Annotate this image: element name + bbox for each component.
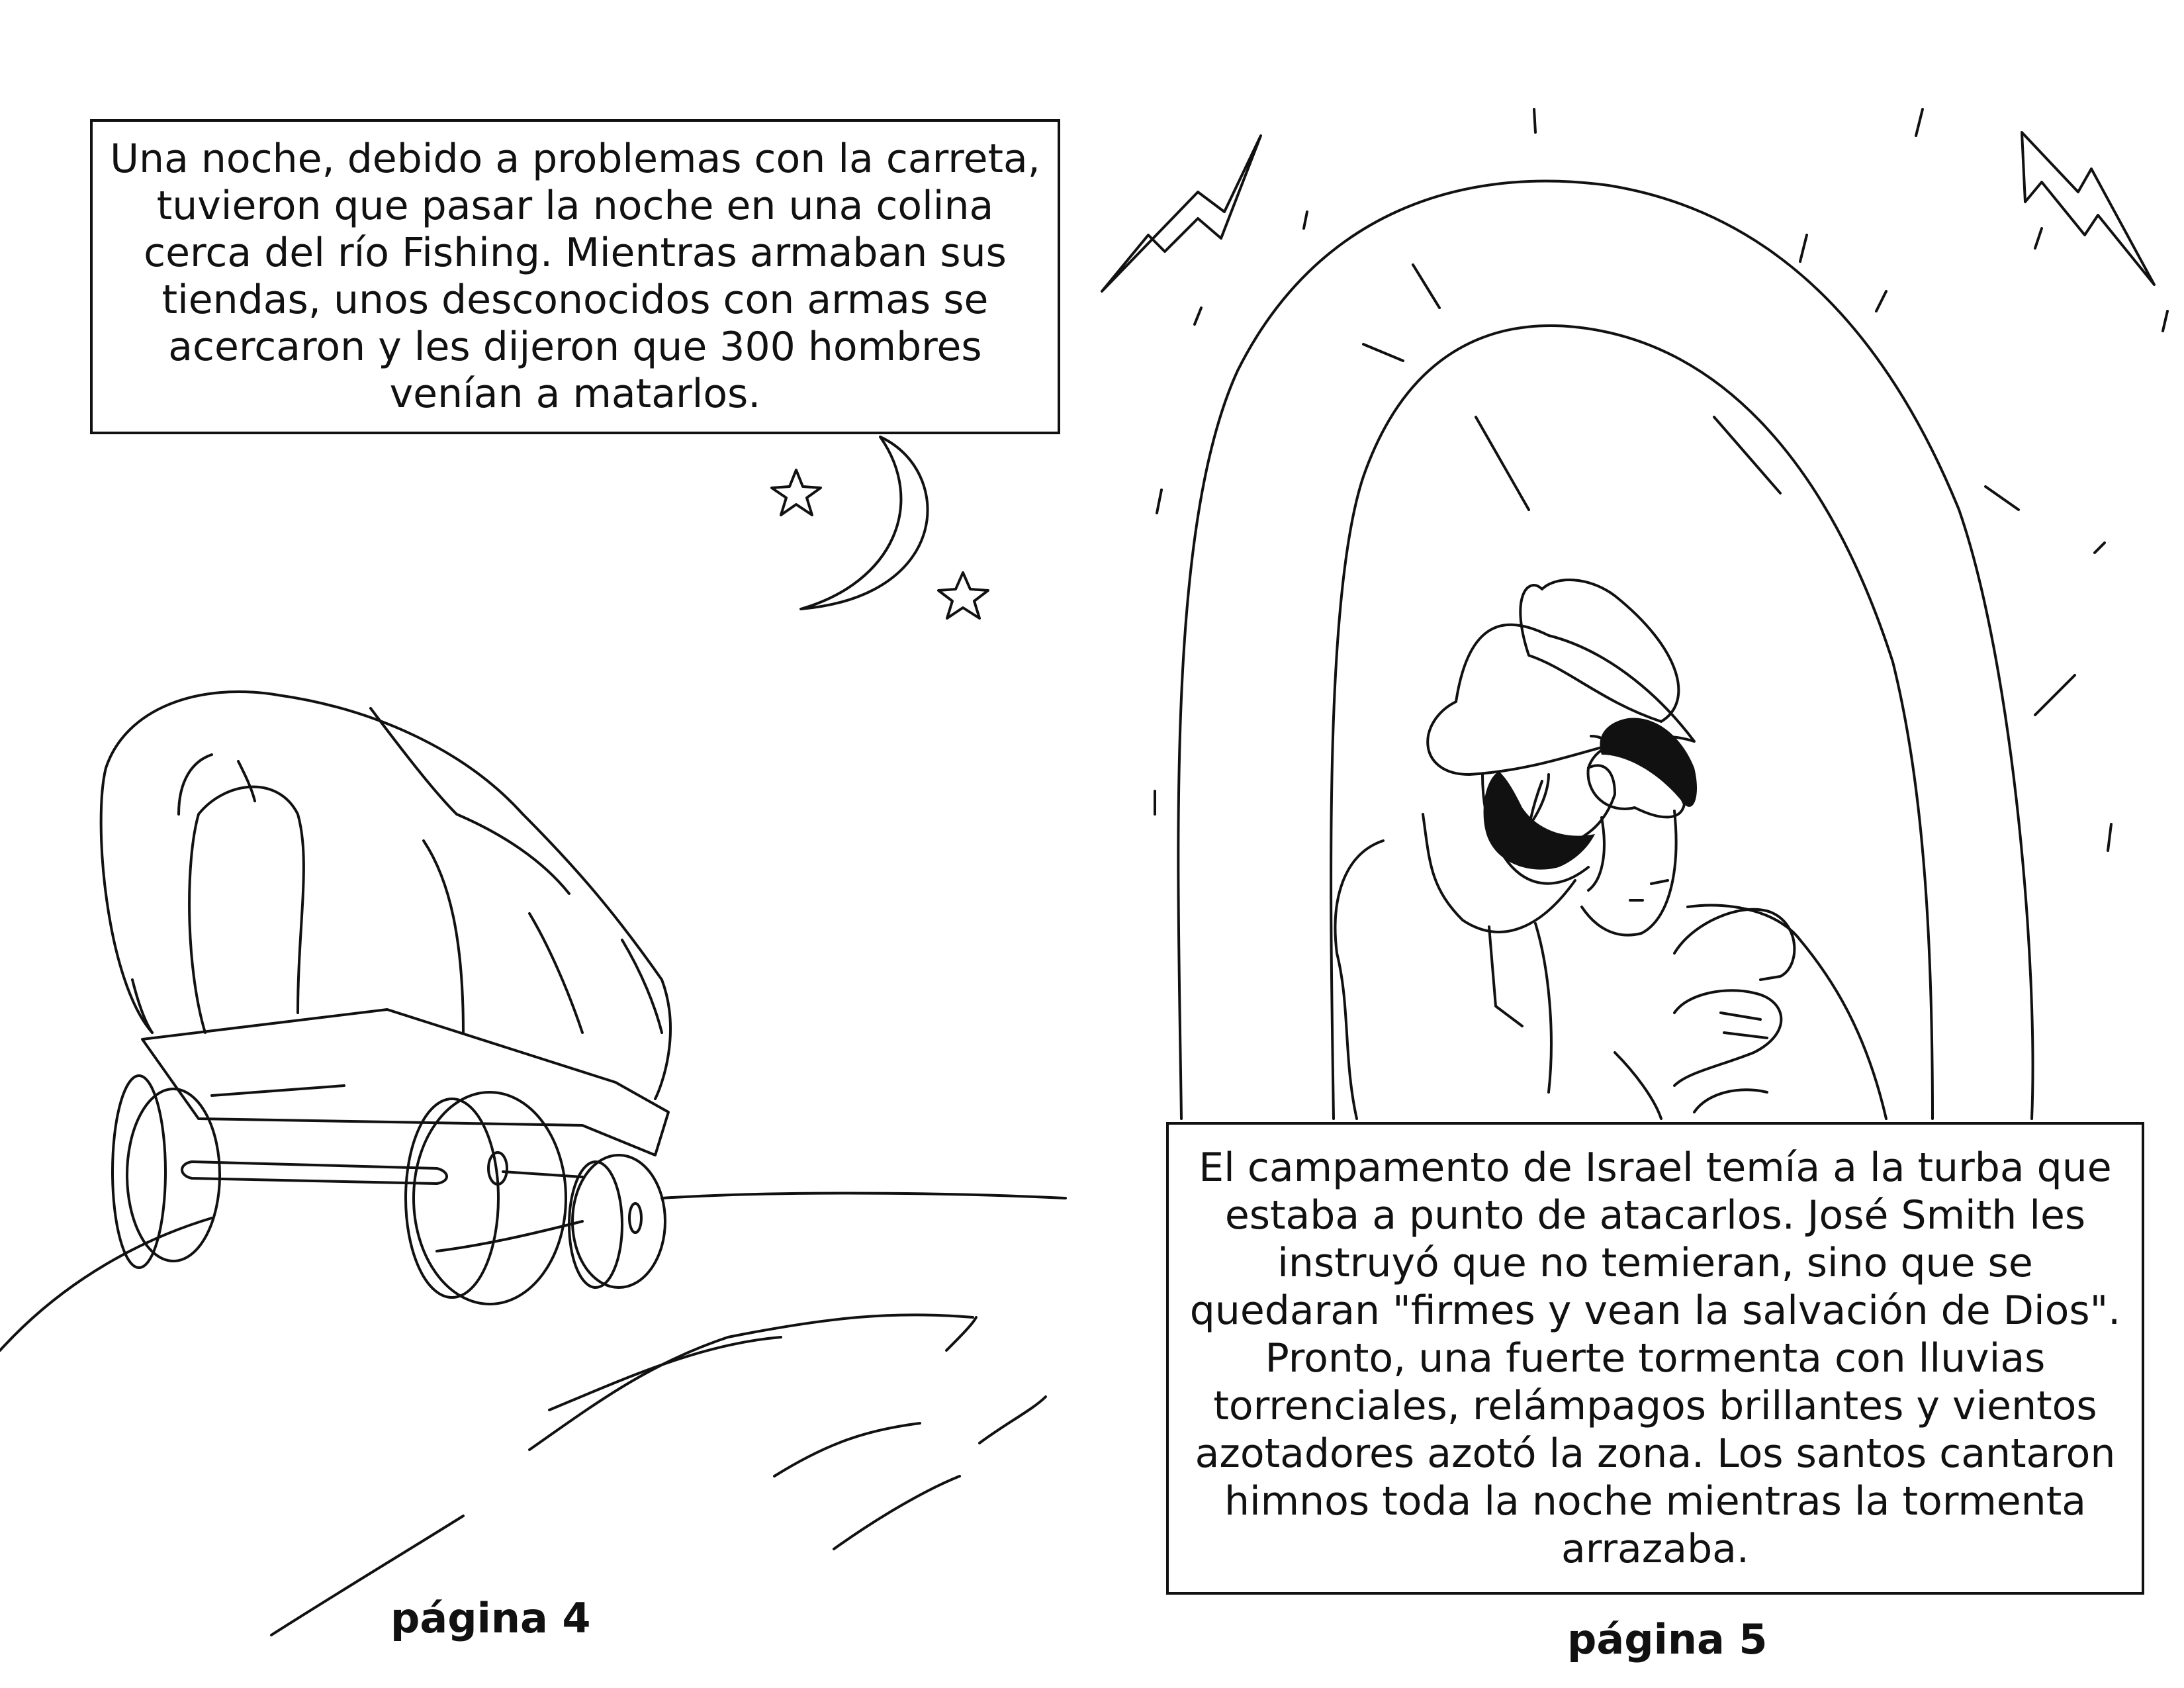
page4-number-label: página 4: [390, 1594, 591, 1642]
star-icon: [938, 573, 988, 618]
boy-icon: [1582, 741, 1886, 1119]
storm-arch-icon: [1178, 181, 2075, 1119]
crescent-moon-icon: [801, 437, 928, 609]
covered-wagon-icon: [101, 692, 670, 1304]
page5-number-label: página 5: [1567, 1615, 1768, 1664]
hill-icon: [0, 1194, 1066, 1636]
page5-caption-box: [1166, 1122, 2144, 1595]
page4-caption-box: [90, 119, 1060, 434]
lightning-bolt-icon: [2022, 132, 2154, 285]
star-icon: [772, 470, 821, 515]
page4-caption: Una noche, debido a problemas con la carreta, tuvieron que pasar la noche en una colina cerca del río Fishing. Mientras armaban sus tiendas, unos desconocidos con armas se acercaron y les dijeron que 300 hombres venían a matarlos.: [110, 136, 1040, 417]
lightning-bolt-icon: [1102, 136, 1261, 291]
page5-caption: El campamento de Israel temía a la turba que estaba a punto de atacarlos. José Smith les instruyó que no temieran, sino que se quedaran "firmes y vean la salvación de Dios". Pronto, una fuerte tormenta con lluvias torrenciales, relámpagos brillantes y vientos azotadores azotó la zona. Los santos cantaron himnos toda la noche mientras la tormenta arrazaba.: [1189, 1145, 2121, 1572]
